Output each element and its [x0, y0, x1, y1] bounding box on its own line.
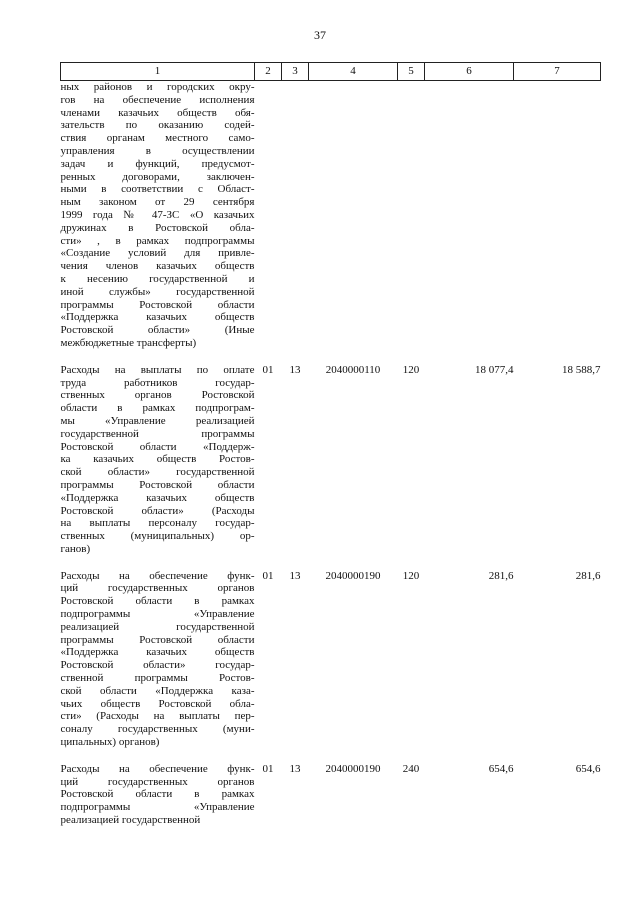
description-line: ных районов и городских окру-	[60, 81, 255, 93]
table-row	[61, 364, 601, 556]
row-description	[61, 81, 255, 350]
row-description	[61, 364, 255, 556]
budget-table	[60, 62, 601, 827]
description-line: ным законом от 29 сентября	[60, 196, 255, 209]
description-line: членами казачьих обществ обя-	[60, 106, 255, 119]
description-line: Ростовской области в рамках	[60, 595, 255, 608]
description-line: ципальных) органов)	[60, 736, 160, 749]
table-body	[61, 81, 601, 827]
description-line: Расходы на обеспечение функ-	[60, 762, 255, 775]
amount-year-1: 281,6	[488, 569, 514, 582]
description-line: зательств по оказанию содей-	[60, 119, 255, 132]
subsection-code: 13	[289, 363, 301, 376]
subsection-code: 13	[289, 762, 301, 775]
table-row	[61, 570, 601, 749]
description-line: ций государственных органов	[60, 582, 255, 595]
description-line: иной службы» государственной	[60, 285, 255, 298]
description-line: ской области» государственной	[60, 466, 255, 479]
column-header-7: 7	[514, 63, 601, 81]
target-article-code	[309, 81, 398, 350]
description-line: реализацией государственной	[60, 814, 201, 827]
description-line: реализацией государственной	[60, 620, 255, 633]
row-description	[61, 570, 255, 749]
description-line: на выплаты персоналу государ-	[60, 517, 255, 530]
column-header-2: 2	[255, 63, 282, 81]
target-article-code: 2040000190	[325, 762, 381, 775]
amount-year-2: 281,6	[575, 569, 601, 582]
row-spacer-cell	[61, 556, 601, 570]
description-line: сти» (Расходы на выплаты пер-	[60, 710, 255, 723]
description-line: Ростовской области» государ-	[60, 659, 255, 672]
section-code: 01	[262, 762, 274, 775]
expense-type-code: 240	[402, 762, 420, 775]
target-article-code: 2040000110	[325, 363, 381, 376]
description-line: подпрограммы «Управление	[60, 801, 255, 814]
description-line: задач и функций, предусмот-	[60, 157, 255, 170]
description-line: программы Ростовской области	[60, 478, 255, 491]
row-description	[61, 763, 255, 827]
description-line: дружинах в Ростовской обла-	[60, 221, 255, 234]
row-spacer	[61, 749, 601, 763]
table-row	[61, 763, 601, 827]
description-line: ственных (муниципальных) ор-	[60, 530, 255, 543]
subsection-code: 13	[289, 569, 301, 582]
description-line: чьих обществ Ростовской обла-	[60, 697, 255, 710]
description-line: программы Ростовской области	[60, 298, 255, 311]
description-line: программы Ростовской области	[60, 633, 255, 646]
column-header-6: 6	[425, 63, 514, 81]
expense-type-code: 120	[402, 363, 420, 376]
amount-year-2: 18 588,7	[562, 363, 601, 376]
amount-year-1	[425, 81, 514, 350]
row-spacer	[61, 556, 601, 570]
amount-year-1: 18 077,4	[475, 363, 514, 376]
table-header-row	[61, 63, 601, 81]
section-code: 01	[262, 569, 274, 582]
description-line: Расходы на выплаты по оплате	[60, 363, 255, 376]
description-line: ций государственных органов	[60, 775, 255, 788]
description-line: подпрограммы «Управление	[60, 608, 255, 621]
description-line: Расходы на обеспечение функ-	[60, 569, 255, 582]
description-line: «Поддержка казачьих обществ	[60, 491, 255, 504]
description-line: ской области «Поддержка каза-	[60, 684, 255, 697]
section-code: 01	[262, 363, 274, 376]
target-article-code: 2040000190	[325, 569, 381, 582]
description-line: к несению государственной и	[60, 272, 255, 285]
description-line: чения членов казачьих обществ	[60, 260, 255, 273]
description-line: «Поддержка казачьих обществ	[60, 311, 255, 324]
column-header-5: 5	[398, 63, 425, 81]
column-header-4: 4	[309, 63, 398, 81]
description-line: «Создание условий для привле-	[60, 247, 255, 260]
amount-year-2: 654,6	[575, 762, 601, 775]
page-number: 37	[314, 28, 326, 42]
description-line: мы «Управление реализацией	[60, 414, 255, 427]
description-line: сти» , в рамках подпрограммы	[60, 234, 255, 247]
description-line: Ростовской области в рамках	[60, 788, 255, 801]
description-line: ственных органов Ростовской	[60, 389, 255, 402]
column-header-1: 1	[61, 63, 255, 81]
description-line: гов на обеспечение исполнения	[60, 93, 255, 106]
description-line: Ростовской области» (Расходы	[60, 504, 255, 517]
description-line: Ростовской области «Поддерж-	[60, 440, 255, 453]
subsection-code	[282, 81, 309, 350]
description-line: Ростовской области» (Иные	[60, 324, 255, 337]
description-line: 1999 года № 47-ЗС «О казачьих	[60, 208, 255, 221]
description-line: ствия органам местного само-	[60, 132, 255, 145]
expense-type-code: 120	[402, 569, 420, 582]
expense-type-code	[398, 81, 425, 350]
description-line: области в рамках подпрограм-	[60, 402, 255, 415]
row-spacer-cell	[61, 749, 601, 763]
description-line: межбюджетные трансферты)	[60, 336, 197, 349]
description-line: ными в соответствии с Област-	[60, 183, 255, 196]
amount-year-1: 654,6	[488, 762, 514, 775]
section-code	[255, 81, 282, 350]
amount-year-2	[514, 81, 601, 350]
row-spacer-cell	[61, 350, 601, 364]
description-line: ренных договорами, заключен-	[60, 170, 255, 183]
description-line: ганов)	[60, 542, 91, 555]
description-line: соналу государственных (муни-	[60, 723, 255, 736]
description-line: управления в осуществлении	[60, 144, 255, 157]
description-line: труда работников государ-	[60, 376, 255, 389]
column-header-3: 3	[282, 63, 309, 81]
description-line: ка казачьих обществ Ростов-	[60, 453, 255, 466]
description-line: «Поддержка казачьих обществ	[60, 646, 255, 659]
row-spacer	[61, 350, 601, 364]
table-row	[61, 81, 601, 350]
description-line: государственной программы	[60, 427, 255, 440]
description-line: ственной программы Ростов-	[60, 672, 255, 685]
